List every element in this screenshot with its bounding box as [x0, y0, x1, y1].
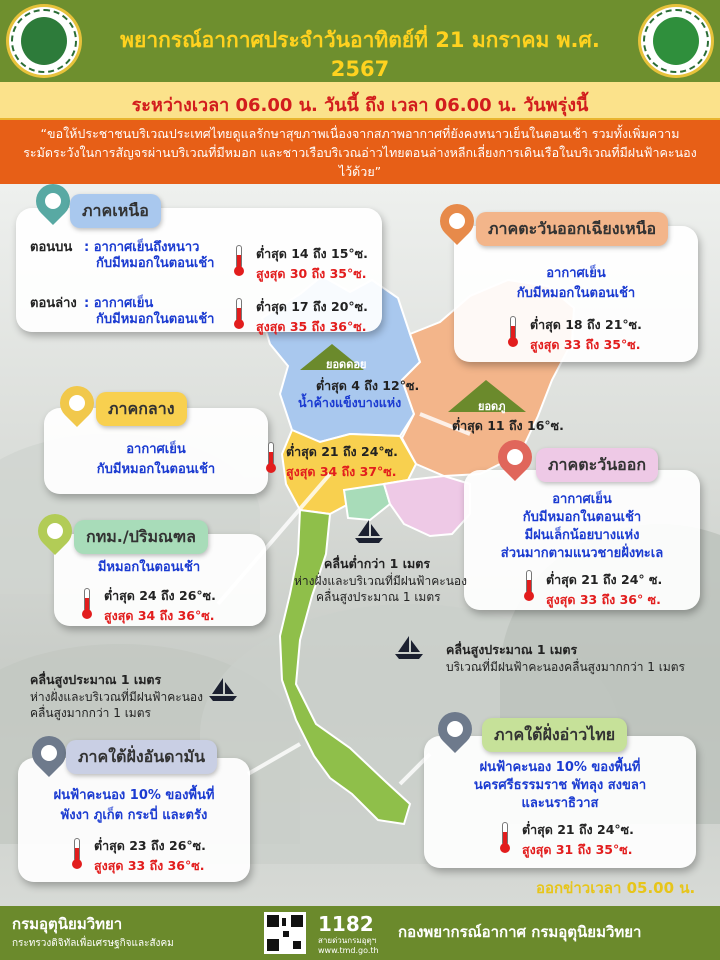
northeast-desc1: อากาศเย็น [546, 266, 606, 281]
gulf-min: ต่ำสุด 21 ถึง 24°ซ. [522, 822, 634, 837]
notice-banner [0, 120, 720, 184]
east-max: สูงสุด 33 ถึง 36° ซ. [546, 592, 661, 607]
north-upper-min: ต่ำสุด 14 ถึง 15°ซ. [256, 246, 368, 261]
bkk-min: ต่ำสุด 24 ถึง 26°ซ. [104, 588, 216, 603]
east-desc2: กับมีหมอกในตอนเช้า [522, 510, 642, 525]
thermometer-icon [82, 588, 92, 618]
central-desc2: กับมีหมอกในตอนเช้า [96, 462, 216, 477]
andaman-max: สูงสุด 33 ถึง 36°ซ. [94, 858, 205, 873]
gulf-desc3: และนราธิวาส [521, 796, 599, 811]
northeast-tab: ภาคตะวันออกเฉียงเหนือ [476, 212, 668, 246]
north-lower-desc: : อากาศเย็น [84, 296, 154, 311]
andaman-tab: ภาคใต้ฝั่งอันดามัน [66, 740, 217, 774]
bkk-tab: กทม./ปริมณฑล [74, 520, 208, 554]
upper-gulf-wave-title: คลื่นต่ำกว่า 1 เมตร [324, 556, 431, 571]
gulf-desc1: ฝนฟ้าคะนอง 10% ของพื้นที่ [479, 760, 641, 775]
upper-gulf-wave-note1: ห่างฝั่งและบริเวณที่มีฝนฟ้าคะนอง [294, 574, 467, 588]
footer-division: กองพยากรณ์อากาศ กรมอุตุนิยมวิทยา [398, 923, 642, 941]
map-bkk [344, 484, 390, 520]
hotline-number: 1182 [318, 912, 374, 936]
northeast-desc2: กับมีหมอกในตอนเช้า [516, 286, 636, 301]
map-east [384, 476, 470, 536]
central-min: ต่ำสุด 21 ถึง 24°ซ. [286, 444, 398, 459]
north-lower-desc2: กับมีหมอกในตอนเช้า [96, 312, 215, 327]
east-desc4: ส่วนมากตามแนวชายฝั่งทะเล [500, 546, 664, 561]
thermometer-icon [234, 298, 244, 328]
andaman-wave-note1: ห่างฝั่งและบริเวณที่มีฝนฟ้าคะนอง [30, 690, 203, 704]
andaman-min: ต่ำสุด 23 ถึง 26°ซ. [94, 838, 206, 853]
andaman-wave-note2: คลื่นสูงมากกว่า 1 เมตร [30, 706, 151, 720]
andaman-desc2: พังงา ภูเก็ต กระบี่ และตรัง [60, 808, 208, 823]
north-tab: ภาคเหนือ [70, 194, 161, 228]
thermometer-icon [72, 838, 82, 868]
east-desc1: อากาศเย็น [552, 492, 612, 507]
boat-icon [206, 676, 240, 704]
northeast-max: สูงสุด 33 ถึง 35°ซ. [530, 337, 641, 352]
central-tab: ภาคกลาง [96, 392, 187, 426]
boat-icon [352, 518, 386, 546]
qr-code-icon[interactable] [264, 912, 306, 954]
doi-label: ยอดดอย [326, 358, 367, 371]
footer-bar [0, 906, 720, 960]
lower-gulf-wave-note: บริเวณที่มีฝนฟ้าคะนองคลื่นสูงมากกว่า 1 เมตร [446, 660, 686, 674]
page-title: พยากรณ์อากาศประจำวันอาทิตย์ที่ 21 มกราคม พ.ศ. 2567 [120, 28, 600, 81]
bkk-desc1: มีหมอกในตอนเช้า [97, 560, 201, 575]
thermometer-icon [524, 570, 534, 600]
thermometer-icon [266, 442, 276, 472]
notice-text: “ขอให้ประชาชนบริเวณประเทศไทยดูแลรักษาสุขภาพเนื่องจากสภาพอากาศที่ยังคงหนาวเย็นในตอนเช้า รวมทั้งเพิ่มความระมัดระวังในการสัญจรผ่านบริเวณที่มีหมอก และชาวเรือบริเวณอ่าวไทยตอนล่างหลีกเลี่ยงการเดินเรือในบริเวณที่มีฝนฟ้าคะนองไว้ด้วย” [23, 126, 697, 179]
andaman-wave-title: คลื่นสูงประมาณ 1 เมตร [30, 672, 162, 687]
bkk-max: สูงสุด 34 ถึง 36°ซ. [104, 608, 215, 623]
northeast-min: ต่ำสุด 18 ถึง 21°ซ. [530, 317, 642, 332]
gulf-max: สูงสุด 31 ถึง 35°ซ. [522, 842, 633, 857]
central-desc1: อากาศเย็น [126, 442, 186, 457]
north-lower-min: ต่ำสุด 17 ถึง 20°ซ. [256, 299, 368, 314]
hotline-note [318, 936, 379, 956]
north-upper-label: ตอนบน [30, 240, 73, 255]
footer-ministry: กระทรวงดิจิทัลเพื่อเศรษฐกิจและสังคม [12, 938, 174, 949]
thermometer-icon [508, 316, 518, 346]
east-tab: ภาคตะวันออก [536, 448, 658, 482]
north-lower-max: สูงสุด 35 ถึง 36°ซ. [256, 319, 367, 334]
issue-time: ออกข่าวเวลา 05.00 น. [536, 879, 696, 897]
upper-gulf-wave-note2: คลื่นสูงประมาณ 1 เมตร [316, 590, 441, 604]
east-min: ต่ำสุด 21 ถึง 24° ซ. [546, 572, 663, 587]
time-range-text: ระหว่างเวลา 06.00 น. วันนี้ ถึง เวลา 06.00 น. วันพรุ่งนี้ [131, 95, 589, 116]
ministry-logo [6, 4, 82, 78]
phu-min: ต่ำสุด 11 ถึง 16°ซ. [452, 418, 564, 433]
boat-icon [392, 634, 426, 662]
andaman-desc1: ฝนฟ้าคะนอง 10% ของพื้นที่ [53, 788, 215, 803]
header-bar [0, 0, 720, 82]
website-link[interactable]: www.tmd.go.th [318, 946, 379, 955]
tmd-logo [638, 4, 714, 78]
north-lower-label: ตอนล่าง [30, 296, 77, 311]
north-upper-max: สูงสุด 30 ถึง 35°ซ. [256, 266, 367, 281]
thermometer-icon [500, 822, 510, 852]
central-max: สูงสุด 34 ถึง 37°ซ. [286, 464, 397, 479]
doi-min: ต่ำสุด 4 ถึง 12°ซ. [316, 378, 420, 393]
north-upper-desc2: กับมีหมอกในตอนเช้า [96, 256, 215, 271]
gulf-tab: ภาคใต้ฝั่งอ่าวไทย [482, 718, 627, 752]
hotline-label: สายด่วนกรมอุตุฯ [318, 936, 377, 945]
lower-gulf-wave-title: คลื่นสูงประมาณ 1 เมตร [446, 642, 578, 657]
footer-dept: กรมอุตุนิยมวิทยา [12, 915, 123, 933]
gulf-desc2: นครศรีธรรมราช พัทลุง สงขลา [473, 778, 647, 793]
thermometer-icon [234, 245, 244, 275]
east-desc3: มีฝนเล็กน้อยบางแห่ง [524, 528, 640, 543]
time-range-bar [0, 82, 720, 120]
phu-label: ยอดภู [478, 400, 506, 413]
north-upper-desc: : อากาศเย็นถึงหนาว [84, 240, 200, 255]
doi-note: น้ำค้างแข็งบางแห่ง [298, 395, 402, 410]
